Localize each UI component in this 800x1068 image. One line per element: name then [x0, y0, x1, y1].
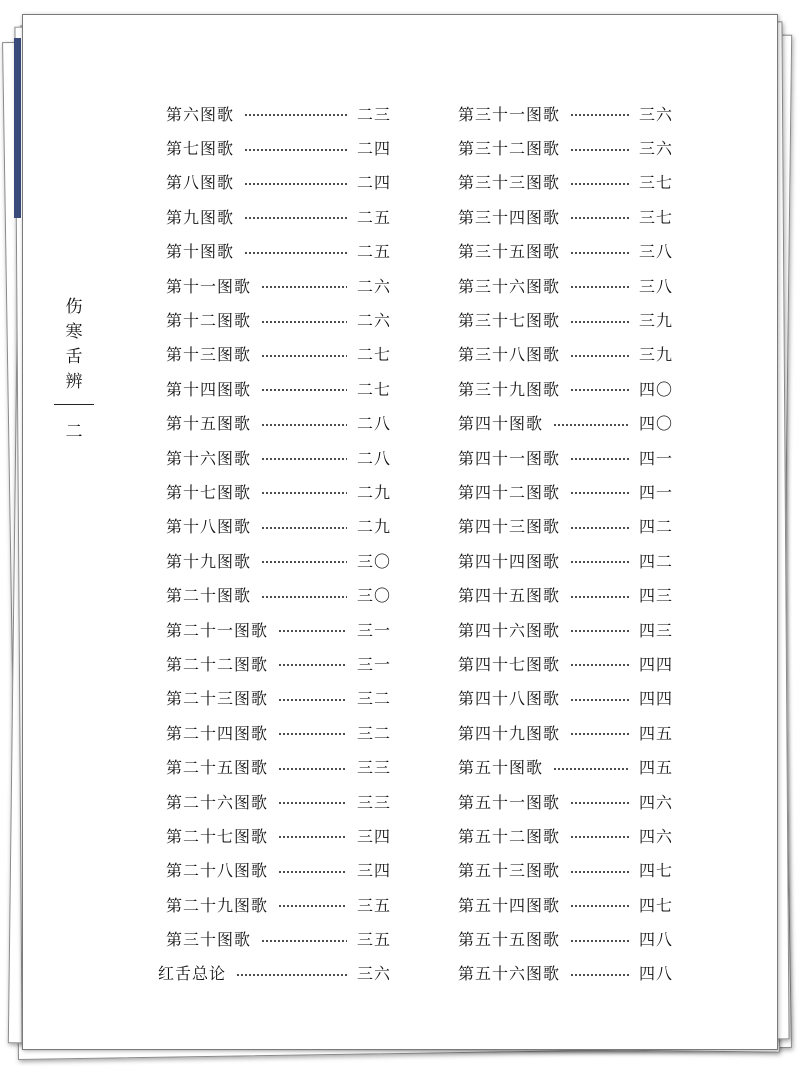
toc-entry-page: 三七: [638, 207, 673, 227]
toc-entry-page: 四三: [638, 586, 673, 606]
toc-entry-page: 三五: [356, 930, 391, 950]
toc-entry-page: 三二: [356, 689, 391, 709]
toc-entry[interactable]: [166, 268, 391, 302]
toc-entry[interactable]: [166, 612, 391, 646]
toc-entry-page: 四〇: [638, 379, 673, 399]
book-title-char: 辨: [65, 372, 83, 392]
toc-entry[interactable]: [458, 268, 673, 302]
dot-leader: [261, 458, 347, 460]
toc-entry[interactable]: [166, 784, 391, 818]
dot-leader: [261, 561, 347, 563]
toc-entry-label: 第二十三图歌: [166, 689, 269, 709]
toc-entry[interactable]: [458, 234, 673, 268]
toc-entry[interactable]: [458, 96, 673, 130]
toc-entry-label: 第十九图歌: [166, 551, 252, 571]
toc-entry-label: 第十五图歌: [166, 414, 252, 434]
toc-entry-page: 四六: [638, 792, 673, 812]
toc-entry-page: 二八: [356, 448, 391, 468]
toc-column-right: [458, 96, 673, 990]
toc-entry[interactable]: [166, 646, 391, 680]
toc-entry[interactable]: [458, 337, 673, 371]
toc-entry-label: 第二十图歌: [166, 586, 252, 606]
toc-entry-page: 四五: [638, 723, 673, 743]
toc-entry-page: 三三: [356, 792, 391, 812]
toc-entry-label: 第四十图歌: [458, 414, 544, 434]
toc-entry-label: 第三十一图歌: [458, 104, 561, 124]
toc-entry-page: 二九: [356, 482, 391, 502]
toc-entry-page: 三〇: [356, 551, 391, 571]
toc-entry[interactable]: [166, 474, 391, 508]
dot-leader: [570, 114, 629, 116]
toc-entry-label: 第六图歌: [166, 104, 235, 124]
toc-entry[interactable]: [458, 956, 673, 990]
toc-entry-page: 三一: [356, 620, 391, 640]
dot-leader: [278, 836, 347, 838]
toc-entry-label: 第十七图歌: [166, 482, 252, 502]
page-number: 二: [65, 422, 83, 442]
page-header-spine: [52, 295, 96, 442]
toc-entry-page: 三九: [638, 311, 673, 331]
dot-leader: [278, 699, 347, 701]
toc-entry-page: 三六: [638, 139, 673, 159]
toc-entry[interactable]: [458, 543, 673, 577]
toc-entry-page: 三四: [356, 826, 391, 846]
book-title-char: 寒: [65, 322, 83, 342]
toc-entry[interactable]: [458, 612, 673, 646]
dot-leader: [570, 940, 629, 942]
toc-entry-page: 二七: [356, 379, 391, 399]
toc-entry[interactable]: [458, 199, 673, 233]
toc-entry[interactable]: [166, 302, 391, 336]
toc-entry-label: 第二十九图歌: [166, 895, 269, 915]
toc-entry-page: 三〇: [356, 586, 391, 606]
toc-entry-label: 第五十三图歌: [458, 861, 561, 881]
toc-entry[interactable]: [166, 887, 391, 921]
toc-entry[interactable]: [166, 406, 391, 440]
toc-entry-label: 第三十四图歌: [458, 207, 561, 227]
dot-leader: [570, 527, 629, 529]
toc-entry-label: 第五十四图歌: [458, 895, 561, 915]
toc-entry[interactable]: [458, 406, 673, 440]
toc-entry-page: 四三: [638, 620, 673, 640]
dot-leader: [570, 321, 629, 323]
dot-leader: [244, 114, 347, 116]
toc-entry[interactable]: [458, 577, 673, 611]
dot-leader: [278, 733, 347, 735]
toc-entry[interactable]: [166, 234, 391, 268]
toc-entry-label: 第四十二图歌: [458, 482, 561, 502]
dot-leader: [570, 252, 629, 254]
toc-entry-label: 第十图歌: [166, 242, 235, 262]
dot-leader: [570, 733, 629, 735]
toc-entry-label: 第五十一图歌: [458, 792, 561, 812]
dot-leader: [278, 630, 347, 632]
dot-leader: [570, 561, 629, 563]
dot-leader: [261, 389, 347, 391]
toc-entry-page: 二七: [356, 345, 391, 365]
toc-entry-label: 第三十九图歌: [458, 379, 561, 399]
toc-entry-page: 三四: [356, 861, 391, 881]
dot-leader: [261, 492, 347, 494]
toc-entry[interactable]: [458, 646, 673, 680]
toc-entry[interactable]: [458, 715, 673, 749]
toc-entry-label: 第三十图歌: [166, 930, 252, 950]
dot-leader: [570, 389, 629, 391]
toc-entry-page: 四〇: [638, 414, 673, 434]
toc-entry-page: 三二: [356, 723, 391, 743]
toc-entry-page: 四八: [638, 964, 673, 984]
dot-leader: [570, 664, 629, 666]
toc-entry-label: 第四十三图歌: [458, 517, 561, 537]
toc-entry[interactable]: [166, 96, 391, 130]
dot-leader: [570, 802, 629, 804]
toc-entry-label: 第四十五图歌: [458, 586, 561, 606]
toc-entry[interactable]: [458, 887, 673, 921]
toc-entry-label: 第十一图歌: [166, 276, 252, 296]
toc-entry-label: 第二十四图歌: [166, 723, 269, 743]
toc-entry-label: 第十三图歌: [166, 345, 252, 365]
book-cover-edge: [14, 38, 21, 218]
toc-entry-page: 二五: [356, 207, 391, 227]
toc-entry[interactable]: [166, 165, 391, 199]
toc-entry-page: 二八: [356, 414, 391, 434]
dot-leader: [261, 596, 347, 598]
divider: [54, 404, 94, 405]
toc-entry-label: 第五十五图歌: [458, 930, 561, 950]
dot-leader: [570, 149, 629, 151]
toc-entry-label: 第七图歌: [166, 139, 235, 159]
toc-entry-label: 第三十八图歌: [458, 345, 561, 365]
toc-entry-label: 第四十九图歌: [458, 723, 561, 743]
toc-entry-label: 第二十二图歌: [166, 654, 269, 674]
toc-entry-page: 二四: [356, 173, 391, 193]
dot-leader: [261, 424, 347, 426]
dot-leader: [570, 836, 629, 838]
toc-entry-page: 三六: [638, 104, 673, 124]
dot-leader: [261, 355, 347, 357]
toc-entry-page: 四二: [638, 551, 673, 571]
toc-entry[interactable]: [166, 853, 391, 887]
dot-leader: [570, 286, 629, 288]
toc-entry-label: 第四十八图歌: [458, 689, 561, 709]
toc-entry-label: 第三十七图歌: [458, 311, 561, 331]
toc-entry-label: 第三十二图歌: [458, 139, 561, 159]
dot-leader: [261, 321, 347, 323]
toc-entry[interactable]: [458, 818, 673, 852]
dot-leader: [236, 974, 347, 976]
toc-entry[interactable]: [166, 337, 391, 371]
toc-entry-page: 四七: [638, 895, 673, 915]
toc-entry[interactable]: [166, 715, 391, 749]
dot-leader: [261, 286, 347, 288]
toc-entry-page: 四七: [638, 861, 673, 881]
toc-entry-label: 第八图歌: [166, 173, 235, 193]
toc-entry-label: 第二十七图歌: [166, 826, 269, 846]
dot-leader: [244, 149, 347, 151]
toc-entry[interactable]: [166, 681, 391, 715]
toc-entry-label: 第四十七图歌: [458, 654, 561, 674]
dot-leader: [553, 768, 629, 770]
dot-leader: [244, 183, 347, 185]
toc-entry-page: 二九: [356, 517, 391, 537]
toc-entry-label: 第二十八图歌: [166, 861, 269, 881]
dot-leader: [261, 940, 347, 942]
toc-entry-page: 四四: [638, 689, 673, 709]
dot-leader: [553, 424, 629, 426]
toc-entry[interactable]: [458, 681, 673, 715]
toc-entry-page: 三八: [638, 276, 673, 296]
toc-entry-label: 第三十三图歌: [458, 173, 561, 193]
toc-entry[interactable]: [166, 440, 391, 474]
toc-entry-label: 第四十一图歌: [458, 448, 561, 468]
dot-leader: [278, 871, 347, 873]
toc-entry-label: 红舌总论: [158, 964, 227, 984]
toc-entry-page: 四四: [638, 654, 673, 674]
dot-leader: [261, 527, 347, 529]
toc-entry-label: 第十六图歌: [166, 448, 252, 468]
toc-entry-page: 二六: [356, 311, 391, 331]
dot-leader: [570, 355, 629, 357]
toc-entry-page: 三八: [638, 242, 673, 262]
toc-entry-page: 三六: [356, 964, 391, 984]
toc-entry[interactable]: [158, 956, 391, 990]
dot-leader: [278, 802, 347, 804]
toc-entry-page: 四一: [638, 482, 673, 502]
dot-leader: [278, 905, 347, 907]
toc-entry-page: 三五: [356, 895, 391, 915]
toc-entry-label: 第三十五图歌: [458, 242, 561, 262]
toc-entry-page: 二三: [356, 104, 391, 124]
dot-leader: [570, 905, 629, 907]
toc-entry-page: 三一: [356, 654, 391, 674]
toc-entry[interactable]: [458, 371, 673, 405]
toc-entry-page: 三九: [638, 345, 673, 365]
dot-leader: [570, 458, 629, 460]
toc-column-left: [158, 96, 391, 990]
toc-entry-page: 二五: [356, 242, 391, 262]
toc-entry[interactable]: [166, 577, 391, 611]
book-title-char: 伤: [65, 297, 83, 317]
toc-entry-label: 第二十一图歌: [166, 620, 269, 640]
toc-entry-page: 四五: [638, 758, 673, 778]
toc-entry-label: 第十八图歌: [166, 517, 252, 537]
toc-entry[interactable]: [458, 509, 673, 543]
dot-leader: [278, 768, 347, 770]
dot-leader: [570, 183, 629, 185]
toc-entry-label: 第五十二图歌: [458, 826, 561, 846]
toc-entry[interactable]: [458, 302, 673, 336]
toc-entry-page: 四一: [638, 448, 673, 468]
book-title-char: 舌: [65, 347, 83, 367]
dot-leader: [570, 492, 629, 494]
toc-entry-page: 二六: [356, 276, 391, 296]
toc-entry-label: 第五十图歌: [458, 758, 544, 778]
dot-leader: [244, 252, 347, 254]
toc-entry[interactable]: [458, 474, 673, 508]
toc-entry-page: 三三: [356, 758, 391, 778]
book-title: [52, 295, 96, 395]
toc-entry-label: 第二十六图歌: [166, 792, 269, 812]
toc-entry-label: 第四十四图歌: [458, 551, 561, 571]
toc-entry[interactable]: [166, 199, 391, 233]
toc-entry-page: 二四: [356, 139, 391, 159]
toc-entry[interactable]: [166, 749, 391, 783]
toc-entry-label: 第十二图歌: [166, 311, 252, 331]
toc-entry-label: 第二十五图歌: [166, 758, 269, 778]
dot-leader: [570, 871, 629, 873]
toc-entry[interactable]: [458, 921, 673, 955]
toc-entry[interactable]: [458, 749, 673, 783]
dot-leader: [570, 596, 629, 598]
toc-entry-page: 四二: [638, 517, 673, 537]
toc-entry-label: 第四十六图歌: [458, 620, 561, 640]
toc-entry[interactable]: [166, 130, 391, 164]
toc-entry[interactable]: [166, 543, 391, 577]
toc-entry-page: 四六: [638, 826, 673, 846]
dot-leader: [570, 630, 629, 632]
toc-entry-label: 第十四图歌: [166, 379, 252, 399]
dot-leader: [570, 974, 629, 976]
toc-entry[interactable]: [166, 921, 391, 955]
toc-entry-label: 第三十六图歌: [458, 276, 561, 296]
toc-entry[interactable]: [166, 818, 391, 852]
toc-entry-label: 第五十六图歌: [458, 964, 561, 984]
toc-entry-page: 四八: [638, 930, 673, 950]
dot-leader: [278, 664, 347, 666]
toc-entry[interactable]: [458, 165, 673, 199]
toc-entry[interactable]: [458, 440, 673, 474]
toc-entry[interactable]: [166, 371, 391, 405]
toc-entry[interactable]: [166, 509, 391, 543]
toc-entry-label: 第九图歌: [166, 207, 235, 227]
toc-entry[interactable]: [458, 784, 673, 818]
dot-leader: [570, 699, 629, 701]
toc-entry[interactable]: [458, 130, 673, 164]
toc-entry[interactable]: [458, 853, 673, 887]
dot-leader: [244, 217, 347, 219]
toc-entry-page: 三七: [638, 173, 673, 193]
dot-leader: [570, 217, 629, 219]
